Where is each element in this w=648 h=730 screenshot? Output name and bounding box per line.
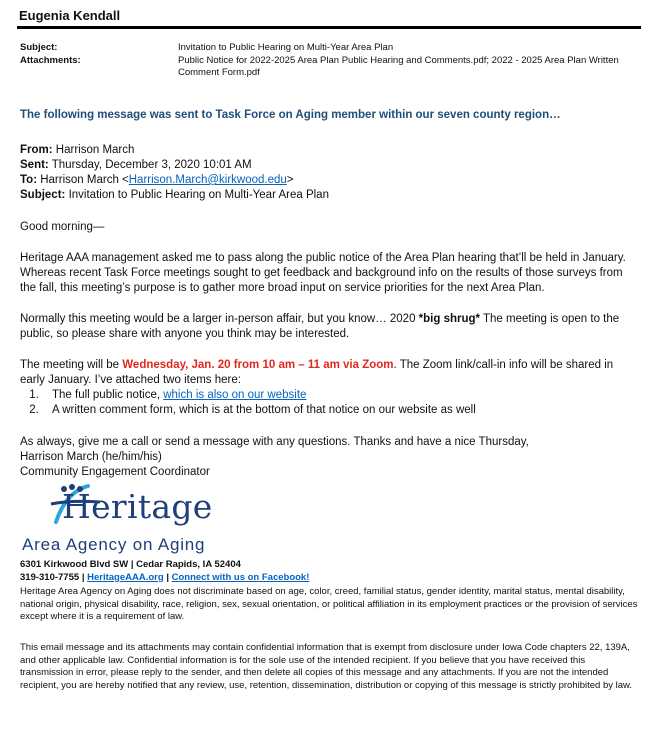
list-item: 1. The full public notice, which is also on our website bbox=[42, 388, 640, 403]
header-divider bbox=[17, 26, 641, 29]
forward-banner: The following message was sent to Task Force on Aging member within our seven county region… bbox=[20, 109, 561, 121]
forward-to-email-link[interactable]: Harrison.March@kirkwood.edu bbox=[128, 174, 287, 186]
list-item: 2. A written comment form, which is at the bottom of that notice on our website as well bbox=[42, 403, 640, 418]
greeting: Good morning— bbox=[20, 221, 105, 233]
contact-line: 319-310-7755 | HeritageAAA.org | Connect with us on Facebook! bbox=[20, 572, 310, 583]
facebook-link[interactable]: Connect with us on Facebook! bbox=[171, 572, 310, 583]
subject-value: Invitation to Public Hearing on Multi-Year Area Plan bbox=[178, 42, 394, 53]
sender-name: Eugenia Kendall bbox=[19, 8, 121, 23]
closing-line: As always, give me a call or send a message with any questions. Thanks and have a nice Thursday, bbox=[20, 436, 529, 448]
paragraph-2: Normally this meeting would be a larger in-person affair, but you know… 2020 *big shrug* The meeting is open to the public, so please share with anyone you think may be interested. bbox=[20, 313, 620, 340]
forward-sent: Sent: Thursday, December 3, 2020 10:01 AM bbox=[20, 159, 252, 171]
heritage-website-link[interactable]: HeritageAAA.org bbox=[87, 572, 164, 583]
attachments-label: Attachments: bbox=[20, 55, 81, 66]
confidentiality-notice: This email message and its attachments may contain confidential information that is exempt from disclosure under Iowa Code chapters 22, 139A, and other applicable law. Confidential information is for the sole use of the intended recipient. If you believe that you have received this transmission in error, please reply to the sender, and then delete all copies of this message and any attachments. If you are not the intended recipient, you are hereby notified that any review, use, retention, dissemination, distribution or copying of this message is strictly prohibited by law. bbox=[20, 642, 633, 691]
contact-address: 6301 Kirkwood Blvd SW | Cedar Rapids, IA 52404 bbox=[20, 559, 241, 570]
forward-subject: Subject: Invitation to Public Hearing on Multi-Year Area Plan bbox=[20, 189, 329, 201]
contact-phone: 319-310-7755 bbox=[20, 572, 80, 583]
attachments-value[interactable]: Public Notice for 2022-2025 Area Plan Public Hearing and Comments.pdf; 2022 - 2025 Area Plan Written Comment Form.pdf bbox=[178, 55, 619, 78]
forward-header bbox=[20, 143, 640, 203]
logo-tagline: Area Agency on Aging bbox=[22, 535, 206, 554]
paragraph-1: Heritage AAA management asked me to pass along the public notice of the Area Plan hearing that’ll be held in January. Whereas recent Task Force meetings sought to get feedback and background info on the results of those surveys from the fall, this meeting’s purpose is to gather more broad input on service priorities for the next Area Plan. bbox=[20, 252, 626, 294]
paragraph-3: The meeting will be Wednesday, Jan. 20 from 10 am – 11 am via Zoom. The Zoom link/call-in info will be shared in early January. I’ve attached two items here: 1. The full public notice, which is also on our website 2. A written comment form, which is at the bottom of that notice on our website as well bbox=[20, 358, 640, 418]
nondiscrimination-disclaimer: Heritage Area Agency on Aging does not discriminate based on age, color, creed, familial status, gender identity, marital status, mental disability, national origin, physical disability, race, religion, sex, sexual orientation, or political affiliation in its employment practices or the provision of services except where it is a requirement of law. bbox=[20, 586, 638, 622]
meeting-date: Wednesday, Jan. 20 from 10 am – 11 am via Zoom bbox=[122, 359, 394, 371]
attachment-list bbox=[20, 388, 640, 418]
subject-label: Subject: bbox=[20, 42, 58, 53]
signature-block bbox=[20, 435, 640, 480]
forward-to: To: Harrison March <Harrison.March@kirkwood.edu> bbox=[20, 174, 294, 186]
signature-title: Community Engagement Coordinator bbox=[20, 466, 210, 478]
forward-from: From: Harrison March bbox=[20, 144, 135, 156]
logo-word: Heritage bbox=[62, 487, 213, 526]
website-link[interactable]: which is also on our website bbox=[163, 389, 307, 401]
heritage-logo bbox=[22, 482, 262, 557]
signature-name: Harrison March (he/him/his) bbox=[20, 451, 162, 463]
